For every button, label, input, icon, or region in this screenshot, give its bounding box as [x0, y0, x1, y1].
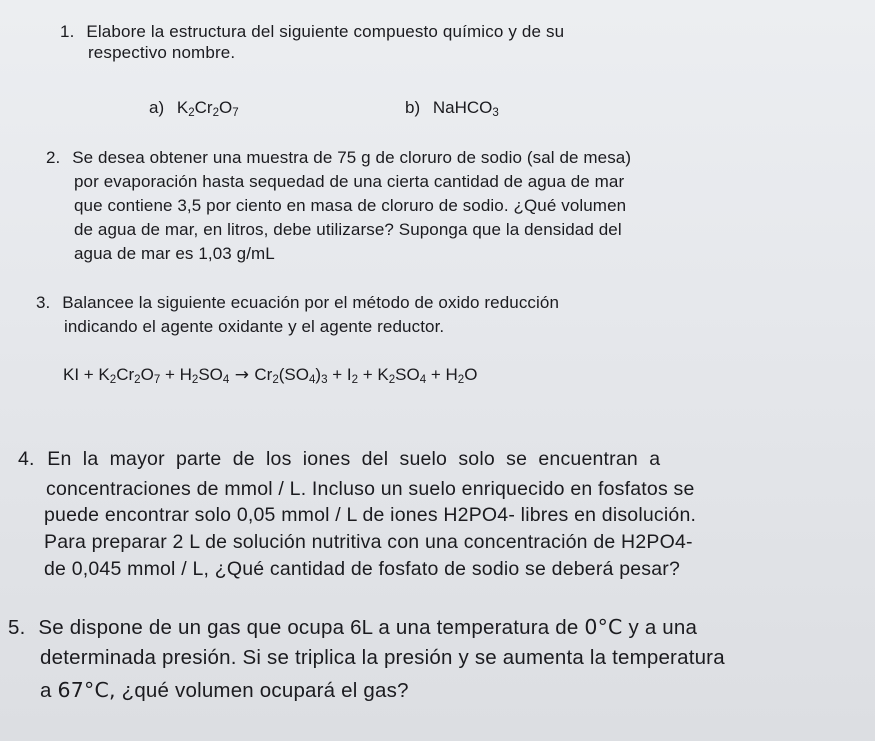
q5-text-line1b: y a una: [628, 616, 698, 639]
q3-text-line1: Balancee la siguiente ecuación por el método de oxido reducción: [62, 293, 560, 312]
q1-a-label: a): [149, 98, 165, 117]
q4-text-line3: puede encontrar solo 0,05 mmol / L de iones H2PO4- libres en disolución.: [44, 504, 697, 526]
q4-line4: [44, 533, 693, 553]
q4-text-line5: de 0,045 mmol / L, ¿Qué cantidad de fosfato de sodio se deberá pesar?: [44, 558, 681, 580]
q5-text-line3b: ¿qué volumen ocupará el gas?: [121, 679, 409, 702]
q2-number: 2.: [46, 148, 61, 167]
q4-line5: [44, 560, 680, 580]
q4-line2: [46, 480, 695, 500]
q3-text-line2: indicando el agente oxidante y el agente reductor.: [64, 317, 445, 336]
q4-line1: [18, 450, 660, 470]
formula-a: $K_2Cr_2O_7$: [176, 98, 239, 120]
q1-option-a: [149, 98, 239, 120]
q2-line4: [74, 221, 622, 238]
q1-number: 1.: [60, 22, 75, 41]
q5-temperature-2: 67°C,: [57, 678, 116, 702]
q5-text-line2: determinada presión. Si se triplica la presión y se aumenta la temperatura: [40, 646, 725, 669]
q2-text-line5: agua de mar es 1,03 g/mL: [74, 244, 275, 263]
q1-line1: [60, 23, 564, 40]
q2-text-line3: que contiene 3,5 por ciento en masa de cloruro de sodio. ¿Qué volumen: [74, 196, 627, 215]
q2-line2: [74, 173, 624, 190]
q1-b-label: b): [405, 98, 421, 117]
q4-text-line1: En la mayor parte de los iones del suelo solo se encuentran a: [47, 448, 661, 470]
q2-line1: [46, 149, 631, 166]
q5-number: 5.: [8, 616, 26, 639]
q2-text-line2: por evaporación hasta sequedad de una cierta cantidad de agua de mar: [74, 172, 625, 191]
q4-text-line2: concentraciones de mmol / L. Incluso un suelo enriquecido en fosfatos se: [46, 478, 695, 500]
q3-line2: [64, 318, 444, 335]
q3-number: 3.: [36, 293, 51, 312]
formula-b: NaHCO$_3$: [432, 98, 499, 120]
q1-option-b: [405, 98, 499, 120]
reaction-arrow: →: [229, 365, 255, 385]
q4-text-line4: Para preparar 2 L de solución nutritiva con una concentración de H2PO4-: [44, 531, 693, 553]
q1-text-line1: Elabore la estructura del siguiente compuesto químico y de su: [86, 22, 565, 41]
redox-equation: KI + $K_2Cr_2O_7 + H_2SO_4 \to Cr_2(SO_4)_3 + I_2 + K_2SO_4 + H_2O$: [63, 365, 478, 387]
q1-line2: [88, 44, 235, 61]
q2-text-line4: de agua de mar, en litros, debe utilizarse? Suponga que la densidad del: [74, 220, 622, 239]
q5-line2: [40, 648, 725, 669]
q2-line3: [74, 197, 626, 214]
q5-temperature-1: 0°C: [584, 615, 623, 639]
q3-line1: [36, 294, 559, 311]
q4-line3: [44, 506, 696, 526]
q4-number: 4.: [18, 448, 35, 470]
q5-line1: [8, 617, 697, 639]
q2-text-line1: Se desea obtener una muestra de 75 g de cloruro de sodio (sal de mesa): [72, 148, 632, 167]
q5-text-line1a: Se dispone de un gas que ocupa 6L a una temperatura de: [38, 616, 579, 639]
q1-text-line2: respectivo nombre.: [88, 43, 236, 62]
q2-line5: [74, 245, 275, 262]
q5-line3: [40, 680, 409, 702]
q5-text-line3a: a: [40, 679, 52, 702]
